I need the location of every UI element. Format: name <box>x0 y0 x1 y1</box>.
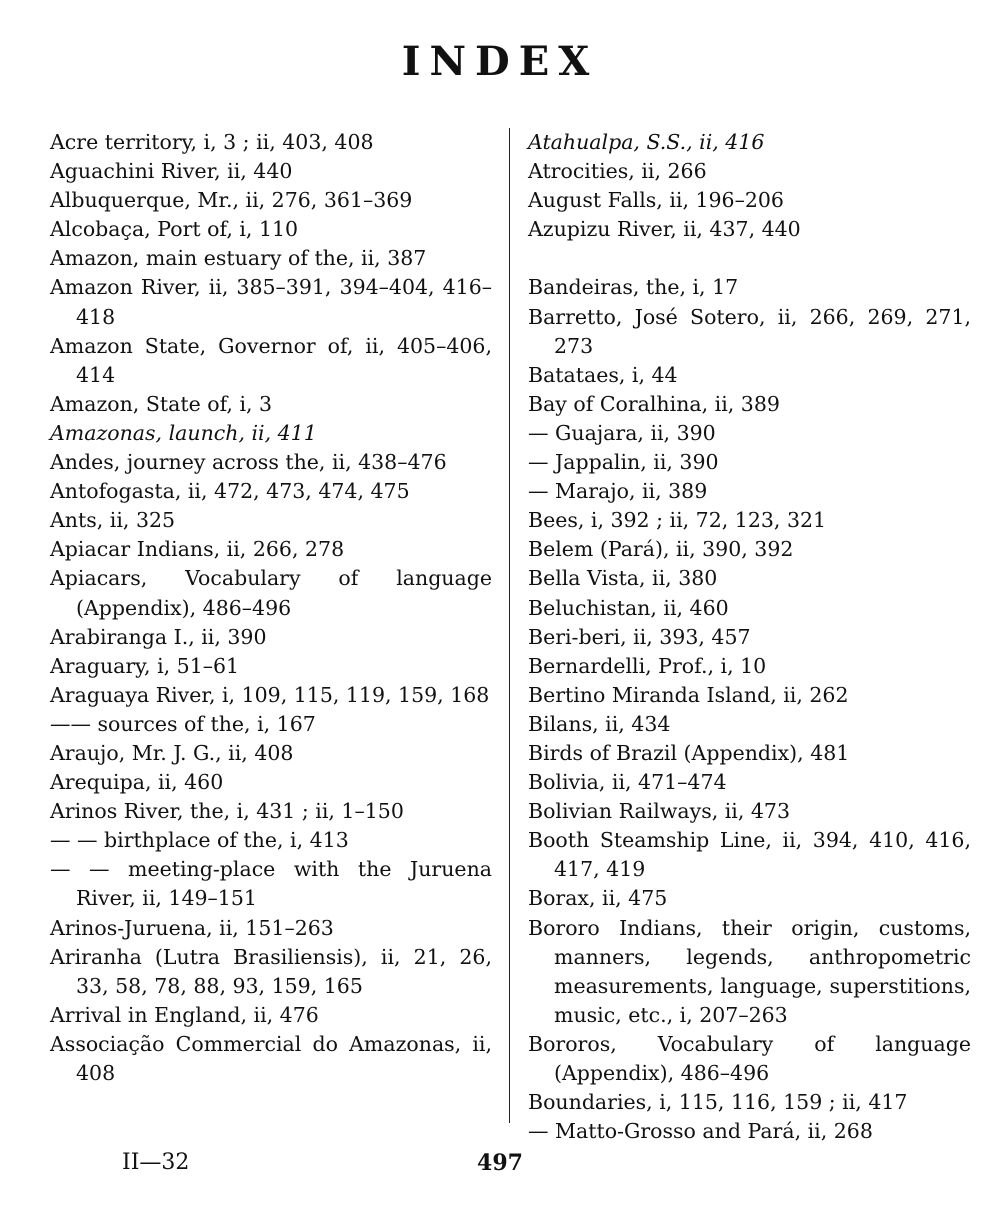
index-entry: Araujo, Mr. J. G., ii, 408 <box>50 740 294 765</box>
index-entry: — Matto-Grosso and Pará, ii, 268 <box>528 1119 873 1144</box>
letter-gap <box>528 244 971 273</box>
index-entry: Arrival in England, ii, 476 <box>50 1002 319 1027</box>
index-entry: Boundaries, i, 115, 116, 159 ; ii, 417 <box>528 1090 908 1115</box>
index-entry: Albuquerque, Mr., ii, 276, 361–369 <box>50 188 413 213</box>
index-entry: Batataes, i, 44 <box>528 362 678 387</box>
index-entry-italic <box>50 419 492 448</box>
index-entry: Birds of Brazil (Appendix), 481 <box>528 740 850 765</box>
index-entry: — Marajo, ii, 389 <box>528 479 708 504</box>
index-entry: Associação Commercial do Amazonas, ii, 408 <box>50 1031 492 1085</box>
signature-mark: II—32 <box>122 1150 190 1175</box>
index-entry: — — meeting-place with the Juruena River, ii, 149–151 <box>50 857 492 911</box>
index-entry: Bororos, Vocabulary of language (Appendix), 486–496 <box>528 1031 971 1085</box>
index-entry: Ariranha (Lutra Brasiliensis), ii, 21, 26, 33, 58, 78, 88, 93, 159, 165 <box>50 944 492 998</box>
index-entry: Bandeiras, the, i, 17 <box>528 275 739 300</box>
index-entry: Andes, journey across the, ii, 438–476 <box>50 450 447 475</box>
index-entry: Belem (Pará), ii, 390, 392 <box>528 537 794 562</box>
index-entry: Arinos-Juruena, ii, 151–263 <box>50 915 334 940</box>
index-entry: — — birthplace of the, i, 413 <box>50 828 349 853</box>
index-entry: Beluchistan, ii, 460 <box>528 595 729 620</box>
index-entry: Bertino Miranda Island, ii, 262 <box>528 682 849 707</box>
index-entry: Acre territory, i, 3 ; ii, 403, 408 <box>50 130 374 154</box>
index-entry: August Falls, ii, 196–206 <box>528 188 784 213</box>
index-entry: —— sources of the, i, 167 <box>50 711 316 736</box>
column-divider <box>509 128 510 1123</box>
index-entry: Amazon, State of, i, 3 <box>50 391 273 416</box>
index-entry: Araguary, i, 51–61 <box>50 653 240 678</box>
index-entry: Alcobaça, Port of, i, 110 <box>50 217 299 242</box>
index-entry: Antofogasta, ii, 472, 473, 474, 475 <box>50 479 410 504</box>
index-entry: Aguachini River, ii, 440 <box>50 159 293 184</box>
index-entry: Booth Steamship Line, ii, 394, 410, 416, 417, 419 <box>528 828 971 882</box>
index-entry: Bella Vista, ii, 380 <box>528 566 718 591</box>
index-entry: Borax, ii, 475 <box>528 886 668 911</box>
index-entry: Bolivian Railways, ii, 473 <box>528 799 791 824</box>
index-entry: Amazon River, ii, 385–391, 394–404, 416–418 <box>50 275 492 329</box>
index-entry: Bay of Coralhina, ii, 389 <box>528 391 780 416</box>
index-entry: Araguaya River, i, 109, 115, 119, 159, 168 <box>50 682 490 707</box>
index-entry: Amazon State, Governor of, ii, 405–406, 414 <box>50 333 492 387</box>
index-entry: Atrocities, ii, 266 <box>528 159 707 184</box>
page-number: 497 <box>477 1150 523 1176</box>
index-entry: Bees, i, 392 ; ii, 72, 123, 321 <box>528 508 827 533</box>
index-entry: — Jappalin, ii, 390 <box>528 450 719 475</box>
italic-title: Amazonas, launch, ii, 411 <box>50 420 317 445</box>
index-entry: Bolivia, ii, 471–474 <box>528 770 727 795</box>
right-column <box>528 128 971 1146</box>
index-entry: Bernardelli, Prof., i, 10 <box>528 653 767 678</box>
left-column <box>50 128 492 1088</box>
index-entry: Apiacars, Vocabulary of language (Appendix), 486–496 <box>50 566 492 620</box>
index-entry: Amazon, main estuary of the, ii, 387 <box>50 246 427 271</box>
index-entry: Arabiranga I., ii, 390 <box>50 624 267 649</box>
index-entry: Arinos River, the, i, 431 ; ii, 1–150 <box>50 799 404 824</box>
index-entry: — Guajara, ii, 390 <box>528 420 716 445</box>
index-entry: Ants, ii, 325 <box>50 508 176 533</box>
page-title: INDEX <box>401 38 599 85</box>
index-entry: Azupizu River, ii, 437, 440 <box>528 217 801 242</box>
index-entry-italic <box>528 128 971 157</box>
index-entry: Bororo Indians, their origin, customs, manners, legends, anthropometric measurements, language, superstitions, music, etc., i, 207–263 <box>528 915 971 1027</box>
index-entry: Barretto, José Sotero, ii, 266, 269, 271, 273 <box>528 304 971 358</box>
index-entry: Bilans, ii, 434 <box>528 711 671 736</box>
index-entry: Apiacar Indians, ii, 266, 278 <box>50 537 345 562</box>
index-entry: Arequipa, ii, 460 <box>50 770 224 795</box>
italic-title: Atahualpa, S.S., ii, 416 <box>528 130 765 154</box>
index-entry: Beri-beri, ii, 393, 457 <box>528 624 751 649</box>
